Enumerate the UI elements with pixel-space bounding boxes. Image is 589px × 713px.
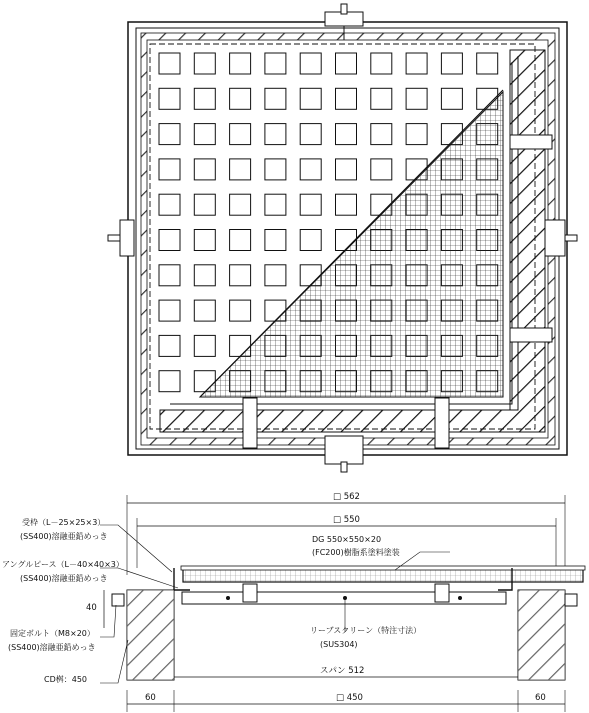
grating-opening xyxy=(336,53,357,74)
grating-opening xyxy=(230,265,251,286)
grating-opening xyxy=(159,300,180,321)
section-view xyxy=(2,492,585,712)
plan-bolt-left xyxy=(108,220,134,256)
grating-opening xyxy=(194,124,215,145)
grating-opening xyxy=(265,124,286,145)
grating-opening xyxy=(265,265,286,286)
grating-opening xyxy=(300,230,321,251)
grating-opening xyxy=(230,124,251,145)
grating-opening xyxy=(265,194,286,215)
dim-inner-width: □ 550 xyxy=(333,515,360,525)
grating-opening xyxy=(336,194,357,215)
grating-opening xyxy=(441,53,462,74)
grating-opening xyxy=(441,88,462,109)
dim-wall-left: 60 xyxy=(145,693,156,703)
grating-opening xyxy=(159,53,180,74)
label-cd-wall: CD桝：450 xyxy=(44,675,88,684)
grating-opening xyxy=(230,159,251,180)
label-fixing-bolt-2: (SS400)溶融亜鉛めっき xyxy=(8,643,96,652)
grating-opening xyxy=(194,53,215,74)
grating-opening xyxy=(194,88,215,109)
grating-opening xyxy=(406,124,427,145)
grating-opening xyxy=(371,53,392,74)
grating-opening xyxy=(265,159,286,180)
plan-view xyxy=(108,4,577,472)
grating-opening xyxy=(230,230,251,251)
grating-opening xyxy=(336,124,357,145)
label-grating-2: (FC200)樹脂系塗料塗装 xyxy=(312,548,400,557)
plan-bracket-right-top xyxy=(510,135,552,149)
grating-opening xyxy=(194,194,215,215)
label-angle-piece-1: アングルピース（L－40×40×3） xyxy=(2,560,124,569)
grating-opening xyxy=(230,88,251,109)
grating-opening xyxy=(300,88,321,109)
grating-opening xyxy=(371,124,392,145)
label-angle-piece-2: (SS400)溶融亜鉛めっき xyxy=(20,574,108,583)
dim-span: スパン 512 xyxy=(320,666,365,676)
grating-opening xyxy=(159,88,180,109)
grating-opening xyxy=(406,53,427,74)
grating-opening xyxy=(159,124,180,145)
grating-opening xyxy=(230,300,251,321)
plan-bracket-bottom-left xyxy=(243,398,257,448)
grating-opening xyxy=(159,159,180,180)
dim-wall-right: 60 xyxy=(535,693,546,703)
grating-opening xyxy=(230,53,251,74)
grating-opening xyxy=(265,230,286,251)
label-screen-1: リーブスクリーン（特注寸法） xyxy=(310,626,422,635)
grating-opening xyxy=(230,194,251,215)
grating-opening xyxy=(300,159,321,180)
grating-opening xyxy=(194,230,215,251)
grating-opening xyxy=(194,159,215,180)
grating-opening xyxy=(265,53,286,74)
grating-opening xyxy=(406,88,427,109)
label-screen-2: (SUS304) xyxy=(320,640,358,649)
dim-outer-width: □ 562 xyxy=(333,492,360,502)
grating-opening xyxy=(265,88,286,109)
grating-opening xyxy=(194,335,215,356)
plan-bracket-bottom-right xyxy=(435,398,449,448)
grating-opening xyxy=(194,300,215,321)
grating-opening xyxy=(336,159,357,180)
grating-opening xyxy=(194,265,215,286)
grating-opening xyxy=(477,53,498,74)
label-receiver-frame-1: 受枠（L－25×25×3） xyxy=(22,518,106,527)
grating-opening xyxy=(300,53,321,74)
label-grating-1: DG 550×550×20 xyxy=(312,535,382,544)
grating-opening xyxy=(159,230,180,251)
grating-opening xyxy=(159,194,180,215)
grating-opening xyxy=(300,124,321,145)
grating-opening xyxy=(159,371,180,392)
label-fixing-bolt-1: 固定ボルト（M8×20） xyxy=(10,629,95,638)
grating-opening xyxy=(371,159,392,180)
grating-opening xyxy=(159,335,180,356)
dim-bolt-offset: 40 xyxy=(86,603,97,613)
grating-opening xyxy=(336,88,357,109)
grating-opening xyxy=(300,194,321,215)
grating-opening xyxy=(371,88,392,109)
grating-opening xyxy=(159,265,180,286)
plan-bolt-bottom xyxy=(325,436,363,472)
dim-opening: □ 450 xyxy=(336,693,363,703)
label-receiver-frame-2: (SS400)溶融亜鉛めっき xyxy=(20,532,108,541)
plan-bracket-right-bottom xyxy=(510,328,552,342)
plan-bolt-right xyxy=(545,220,577,256)
